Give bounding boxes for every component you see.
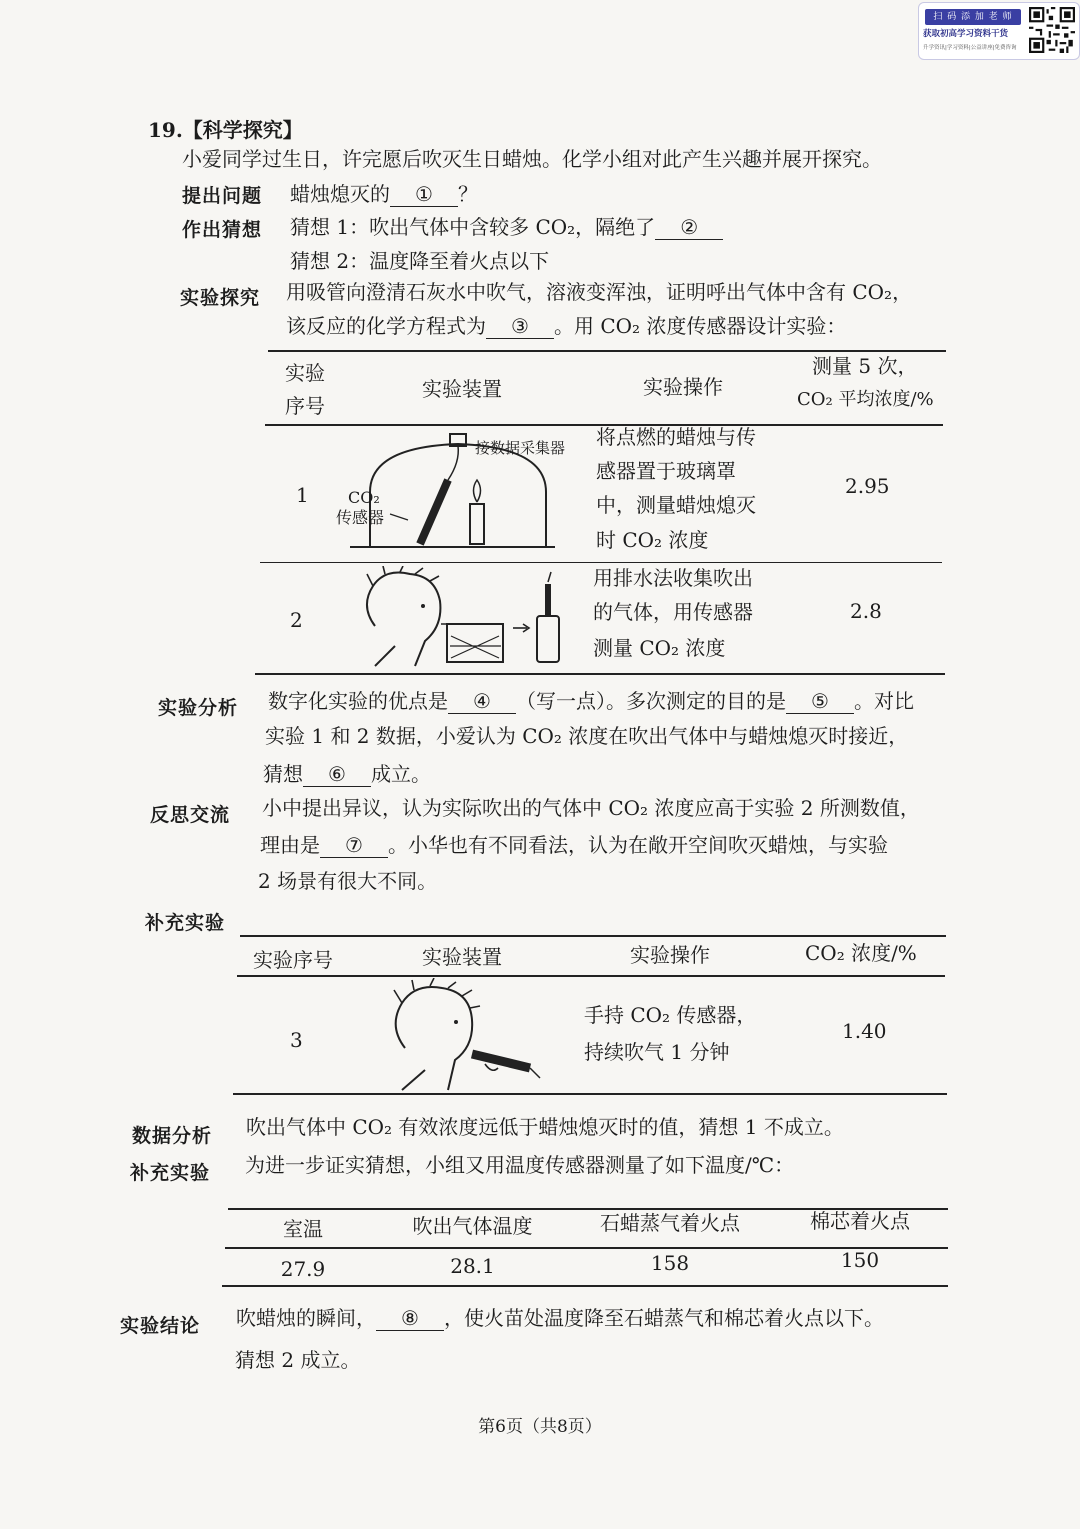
- ask-text: 蜡烛熄灭的: [290, 182, 390, 206]
- table3-value-wick: 150: [840, 1248, 880, 1272]
- explore-line1: 用吸管向澄清石灰水中吹气，溶液变浑浊，证明呼出气体中含有 CO₂，: [286, 280, 913, 304]
- table3-header-breath: 吹出气体温度: [412, 1214, 533, 1238]
- table1-row1-op-1: 将点燃的蜡烛与传: [596, 425, 756, 449]
- analysis-line1: [268, 686, 914, 716]
- analysis-line3: [263, 759, 431, 789]
- table1-bottom-rule: [255, 673, 945, 675]
- explore-text-a: 该反应的化学方程式为: [286, 314, 486, 338]
- conclusion-text-b: ，使火苗处温度降至石蜡蒸气和棉芯着火点以下。: [444, 1306, 884, 1330]
- supplement2-text: 为进一步证实猜想，小组又用温度传感器测量了如下温度/℃：: [245, 1153, 795, 1177]
- reflect-line3: 2 场景有很大不同。: [258, 869, 438, 893]
- analysis-text-b: （写一点）。多次测定的目的是: [516, 689, 786, 713]
- badge-subtitle: 获取初高学习资料干货: [923, 29, 1009, 39]
- table1-row2-value: 2.8: [850, 599, 882, 623]
- conclusion-line2: 猜想 2 成立。: [235, 1348, 361, 1372]
- guess1-line: [290, 212, 723, 242]
- blowing-apparatus: [355, 566, 570, 668]
- table3-header-wick: 棉芯着火点: [810, 1209, 910, 1233]
- table2-row-value: 1.40: [842, 1019, 887, 1043]
- table2-header-no: 实验序号: [253, 948, 333, 972]
- table1-row2-op-2: 的气体，用传感器: [593, 600, 753, 624]
- table1-row1-no: 1: [296, 483, 309, 507]
- reflect-line2: [260, 830, 888, 860]
- qr-code-icon: [1029, 7, 1075, 53]
- table2-bottom-rule: [233, 1093, 947, 1095]
- table3-value-breath: 28.1: [450, 1254, 495, 1278]
- question-number: 19.: [148, 118, 183, 142]
- reflect-tag: 反思交流: [150, 804, 231, 826]
- table1-header-no-2: 序号: [285, 394, 325, 418]
- analysis-line2: 实验 1 和 2 数据，小爱认为 CO₂ 浓度在吹出气体中与蜡烛熄灭时接近，: [265, 724, 909, 748]
- guess1-text: 猜想 1：吹出气体中含较多 CO₂，隔绝了: [290, 215, 656, 239]
- table2-header-device: 实验装置: [422, 945, 502, 969]
- table2-top-rule: [240, 935, 946, 937]
- table1-row1-op-2: 感器置于玻璃罩: [596, 459, 736, 483]
- guess-tag: 作出猜想: [182, 219, 263, 241]
- table1-row1-value: 2.95: [845, 474, 890, 498]
- table2-row-op-1: 手持 CO₂ 传感器，: [584, 1003, 757, 1027]
- explore-line2: [286, 311, 846, 341]
- guess2-line: 猜想 2：温度降至着火点以下: [290, 249, 550, 273]
- table3-header-wax: 石蜡蒸气着火点: [600, 1211, 740, 1235]
- table2-row-no: 3: [290, 1028, 303, 1052]
- table3-value-wax: 158: [650, 1251, 690, 1275]
- question-heading: [148, 115, 303, 145]
- table3-bottom-rule: [222, 1285, 948, 1287]
- blank-2: ②: [655, 215, 723, 240]
- table1-row2-op-3: 测量 CO₂ 浓度: [593, 636, 726, 660]
- device-label-co2: CO₂: [348, 488, 380, 507]
- qr-badge: [918, 2, 1080, 60]
- table2-header-rule: [237, 975, 945, 977]
- reflect-text-b: 。小华也有不同看法，认为在敞开空间吹灭蜡烛，与实验: [388, 833, 888, 857]
- conclusion-tag: 实验结论: [120, 1315, 201, 1337]
- table1-row2-no: 2: [290, 608, 303, 632]
- blank-6: ⑥: [303, 762, 371, 787]
- table1-row1-op-3: 中，测量蜡烛熄灭: [596, 493, 756, 517]
- table2-header-op: 实验操作: [630, 943, 710, 967]
- table1-header-device: 实验装置: [422, 377, 502, 401]
- data-analysis-text: 吹出气体中 CO₂ 有效浓度远低于蜡烛熄灭时的值，猜想 1 不成立。: [246, 1115, 844, 1139]
- table1-row2-op-1: 用排水法收集吹出: [593, 566, 753, 590]
- analysis-text-a: 数字化实验的优点是: [268, 689, 448, 713]
- table1-header-value-1: 测量 5 次，: [812, 354, 918, 378]
- table1-header-value-2: CO₂ 平均浓度/%: [797, 389, 934, 410]
- question-intro: 小爱同学过生日，许完愿后吹灭生日蜡烛。化学小组对此产生兴趣并展开探究。: [182, 147, 882, 171]
- device-label-collector: 接数据采集器: [475, 439, 566, 457]
- blank-3: ③: [486, 314, 554, 339]
- ask-tag: 提出问题: [182, 185, 263, 207]
- data-analysis-tag: 数据分析: [132, 1125, 213, 1147]
- table1-header-no-1: 实验: [285, 361, 325, 385]
- supplement2-tag: 补充实验: [130, 1162, 211, 1184]
- blank-5: ⑤: [786, 689, 854, 714]
- badge-title: 扫 码 添 加 老 师: [925, 9, 1021, 25]
- conclusion-text-a: 吹蜡烛的瞬间，: [236, 1306, 376, 1330]
- table2-row-op-2: 持续吹气 1 分钟: [584, 1040, 730, 1064]
- reflect-text-a: 理由是: [260, 833, 320, 857]
- ask-line: [290, 179, 478, 209]
- badge-note: 升学资讯|学习资料|公益讲座|免费咨询: [923, 45, 1017, 51]
- reflect-line1: 小中提出异议，认为实际吹出的气体中 CO₂ 浓度应高于实验 2 所测数值，: [262, 796, 920, 820]
- blank-7: ⑦: [320, 833, 388, 858]
- table1-header-op: 实验操作: [643, 375, 723, 399]
- handheld-sensor-apparatus: [380, 978, 550, 1093]
- ask-end: ？: [458, 182, 478, 206]
- table1-row1-op-4: 时 CO₂ 浓度: [596, 528, 709, 552]
- table3-value-room: 27.9: [280, 1257, 326, 1281]
- blank-1: ①: [390, 182, 458, 207]
- explore-text-b: 。用 CO₂ 浓度传感器设计实验：: [554, 314, 847, 338]
- table3-header-room: 室温: [283, 1217, 323, 1241]
- analysis-text-c: 。对比: [854, 689, 914, 713]
- blank-8: ⑧: [376, 1306, 444, 1331]
- conclusion-line1: [236, 1303, 884, 1333]
- analysis-text-d: 猜想: [263, 762, 303, 786]
- question-title: 【科学探究】: [182, 118, 303, 142]
- analysis-tag: 实验分析: [158, 697, 239, 719]
- blank-4: ④: [448, 689, 516, 714]
- supplement-tag: 补充实验: [145, 912, 226, 934]
- analysis-text-e: 成立。: [371, 762, 431, 786]
- table2-header-value: CO₂ 浓度/%: [805, 941, 917, 965]
- explore-tag: 实验探究: [180, 287, 261, 309]
- device-label-sensor: 传感器: [336, 508, 385, 527]
- page-number: 第6页（共8页）: [478, 1417, 602, 1437]
